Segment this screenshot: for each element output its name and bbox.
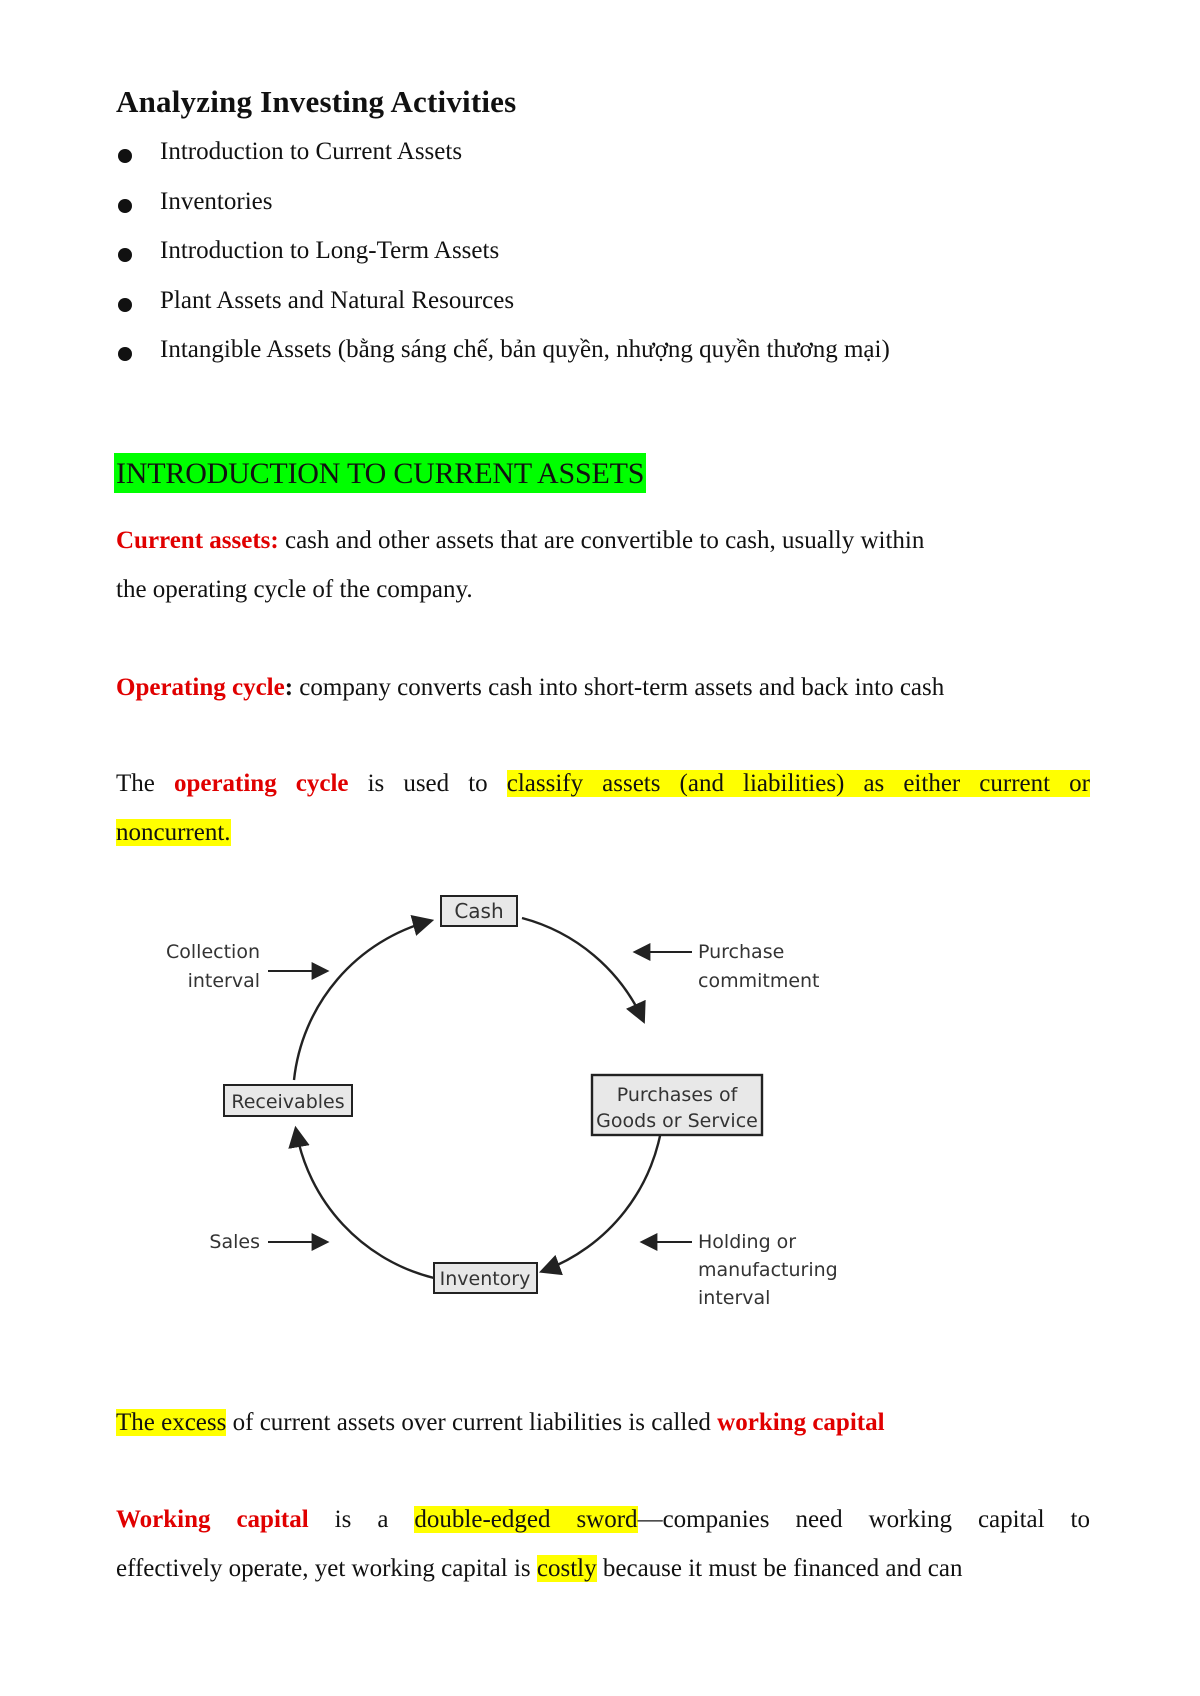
node-purchases (592, 1075, 762, 1135)
collection-label-2: interval (187, 970, 260, 992)
list-item (116, 287, 890, 337)
continuation-text: because it must be financed and can (596, 1555, 963, 1582)
topic-list (116, 138, 890, 386)
bullet-icon (118, 199, 132, 213)
list-item (116, 188, 890, 238)
list-item-text: Intangible Assets (bằng sáng chế, bản quyền, nhượng quyền thương mại) (160, 336, 890, 363)
node-inventory-label: Inventory (439, 1268, 531, 1290)
label-holding-interval (643, 1231, 838, 1309)
cycle-arc-purchases-to-inventory (543, 1117, 663, 1271)
definition-text: cash and other assets that are convertible to cash, usually within (278, 527, 925, 554)
working-capital-paragraph-cont (116, 1544, 1090, 1593)
holding-label-2: manufacturing (698, 1259, 838, 1281)
label-collection-interval (166, 941, 326, 992)
colon: : (284, 674, 294, 701)
holding-label-3: interval (698, 1287, 771, 1309)
highlight-text: double-edged sword (414, 1506, 638, 1533)
node-inventory (434, 1263, 537, 1293)
bullet-icon (118, 149, 132, 163)
list-item-text: Introduction to Current Assets (160, 138, 463, 165)
cycle-arc-receivables-to-cash (294, 921, 430, 1080)
cycle-arc-cash-to-purchases (522, 918, 643, 1020)
bullet-icon (118, 298, 132, 312)
node-cash (441, 896, 517, 926)
label-sales (209, 1231, 326, 1253)
classification-paragraph (116, 759, 1090, 808)
cycle-arc-inventory-to-receivables (296, 1130, 434, 1278)
highlight-text: noncurrent. (116, 819, 231, 846)
highlight-text: The excess (116, 1409, 227, 1436)
collection-label-1: Collection (166, 941, 260, 963)
term-working-capital: working capital (717, 1409, 885, 1436)
list-item-text: Plant Assets and Natural Resources (160, 286, 515, 314)
term-current-assets: Current assets: (116, 527, 279, 554)
term-working-capital: Working capital (116, 1506, 309, 1533)
list-item (116, 336, 890, 386)
definition-text: of current assets over current liabilities is called (226, 1409, 718, 1436)
node-purchases-label-1: Purchases of (616, 1084, 738, 1106)
purchase-label-1: Purchase (698, 941, 785, 963)
continuation-text: effectively operate, yet working capital is (116, 1555, 537, 1582)
highlight-text: costly (536, 1555, 597, 1582)
operating-cycle-diagram (140, 880, 860, 1320)
bullet-icon (118, 248, 132, 262)
list-item (116, 138, 890, 188)
definition-text-cont: the operating cycle of the company. (116, 576, 473, 603)
highlight-text: classify assets (and liabilities) as either current or (506, 770, 1090, 797)
list-item-text: Introduction to Long-Term Assets (160, 237, 500, 264)
purchase-label-2: commitment (698, 970, 820, 992)
list-item (116, 237, 890, 287)
list-item-text: Inventories (160, 187, 273, 215)
word: The (116, 770, 155, 797)
node-receivables (224, 1085, 352, 1116)
holding-label-1: Holding or (698, 1231, 797, 1253)
continuation-text: —companies need working capital to (637, 1506, 1090, 1533)
label-purchase-commitment (636, 941, 820, 992)
classification-paragraph-cont (116, 808, 1090, 857)
node-cash-label: Cash (454, 899, 504, 923)
node-purchases-label-2: Goods or Service (596, 1110, 758, 1132)
word: is a (334, 1506, 389, 1533)
working-capital-paragraph (116, 1495, 1090, 1544)
sword-phrase (414, 1506, 1090, 1533)
term-operating-cycle: Operating cycle (116, 674, 285, 701)
document-title: Analyzing Investing Activities (116, 84, 517, 119)
section-heading: INTRODUCTION TO CURRENT ASSETS (114, 453, 646, 493)
definition-text: company converts cash into short-term assets and back into cash (293, 674, 945, 701)
operating-cycle-definition (116, 663, 1090, 712)
word: is used to (367, 770, 488, 797)
sales-label: Sales (209, 1231, 260, 1253)
term-operating-cycle: operating cycle (173, 770, 349, 797)
working-capital-definition (116, 1398, 1090, 1447)
current-assets-definition (116, 516, 1090, 614)
node-receivables-label: Receivables (231, 1091, 345, 1113)
bullet-icon (118, 347, 132, 361)
